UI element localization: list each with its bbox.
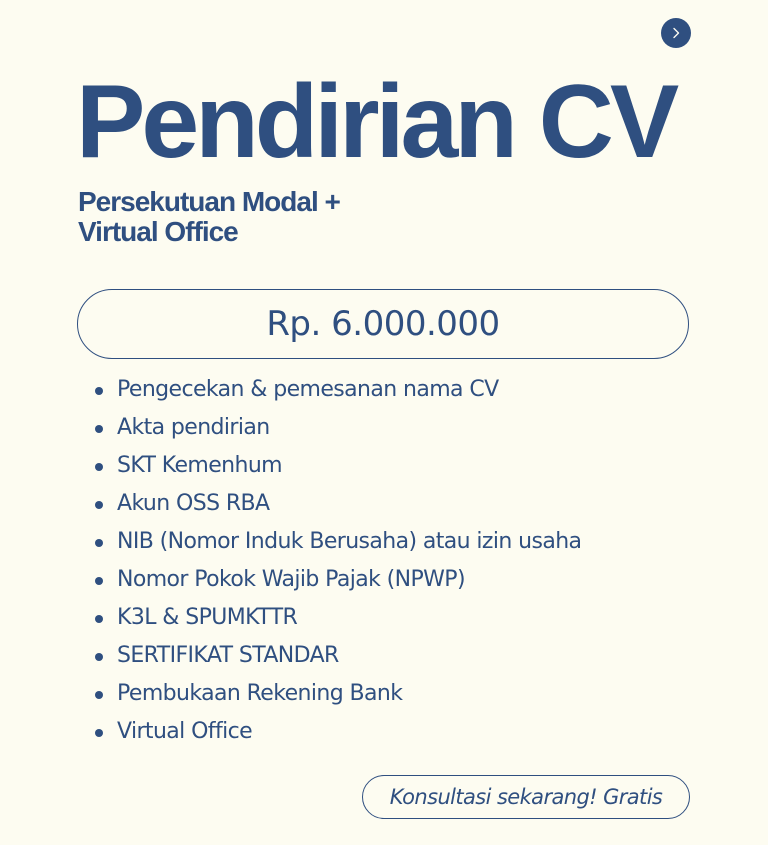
bullet-icon bbox=[95, 387, 103, 395]
bullet-icon bbox=[95, 501, 103, 509]
bullet-icon bbox=[95, 539, 103, 547]
feature-text: Virtual Office bbox=[117, 719, 253, 744]
feature-item bbox=[92, 675, 581, 713]
feature-item bbox=[92, 599, 581, 637]
feature-text: Pembukaan Rekening Bank bbox=[117, 681, 403, 706]
price-badge bbox=[77, 289, 689, 359]
feature-item bbox=[92, 713, 581, 751]
feature-item bbox=[92, 523, 581, 561]
feature-text: Akun OSS RBA bbox=[117, 491, 270, 516]
bullet-icon bbox=[95, 463, 103, 471]
feature-text: SERTIFIKAT STANDAR bbox=[117, 643, 339, 668]
next-slide-button[interactable] bbox=[661, 18, 691, 48]
subtitle-line-2: Virtual Office bbox=[78, 216, 238, 247]
feature-text: Nomor Pokok Wajib Pajak (NPWP) bbox=[117, 567, 465, 592]
chevron-right-icon bbox=[670, 27, 682, 39]
bullet-icon bbox=[95, 425, 103, 433]
feature-item bbox=[92, 371, 581, 409]
feature-text: Akta pendirian bbox=[117, 415, 270, 440]
bullet-icon bbox=[95, 653, 103, 661]
feature-item bbox=[92, 447, 581, 485]
bullet-icon bbox=[95, 577, 103, 585]
feature-item bbox=[92, 409, 581, 447]
feature-item bbox=[92, 561, 581, 599]
feature-item bbox=[92, 485, 581, 523]
feature-item bbox=[92, 637, 581, 675]
feature-text: SKT Kemenhum bbox=[117, 453, 283, 478]
bullet-icon bbox=[95, 729, 103, 737]
consultation-button-label: Konsultasi sekarang! Gratis bbox=[389, 785, 663, 809]
feature-text: Pengecekan & pemesanan nama CV bbox=[117, 377, 499, 402]
consultation-button[interactable] bbox=[362, 775, 690, 819]
feature-list bbox=[92, 371, 581, 751]
bullet-icon bbox=[95, 615, 103, 623]
bullet-icon bbox=[95, 691, 103, 699]
feature-text: NIB (Nomor Induk Berusaha) atau izin usaha bbox=[117, 529, 582, 554]
page-title: Pendirian CV bbox=[76, 64, 676, 180]
feature-text: K3L & SPUMKTTR bbox=[117, 605, 298, 630]
page-subtitle bbox=[78, 187, 340, 247]
price-label: Rp. 6.000.000 bbox=[266, 304, 500, 344]
subtitle-line-1: Persekutuan Modal + bbox=[78, 186, 340, 217]
